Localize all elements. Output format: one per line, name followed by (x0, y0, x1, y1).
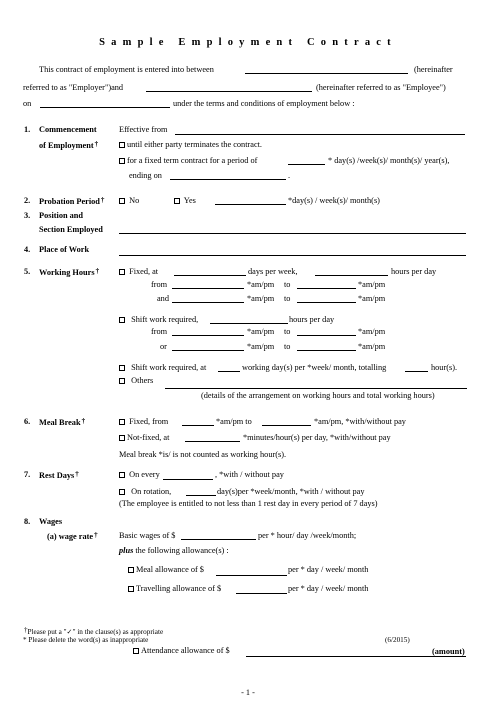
dagger-mark: † (94, 140, 99, 148)
meal-break-note: Meal break *is/ is not counted as working hour(s). (119, 450, 287, 459)
hours-per-day-label: hours per day (391, 267, 437, 276)
ampm-label: *am/pm (358, 280, 386, 289)
effective-from-label: Effective from (119, 125, 168, 134)
intro-line-3: under the terms and conditions of employment below : (173, 99, 355, 108)
effective-date-field[interactable] (175, 134, 465, 135)
to-label: to (284, 327, 291, 336)
intro-on: on (23, 99, 32, 108)
checkbox[interactable] (119, 489, 125, 495)
shift-days-label: working day(s) per *week/ month, totalling (242, 363, 387, 372)
section-6-number: 6. (24, 417, 31, 426)
ampm-label: *am/pm (358, 327, 386, 336)
time-field[interactable] (297, 288, 356, 289)
time-field[interactable] (172, 350, 244, 351)
travelling-allowance-field[interactable] (236, 593, 287, 594)
fixed-hours-option[interactable]: Fixed, at (119, 268, 158, 276)
attendance-allowance-option[interactable]: Attendance allowance of $ (133, 647, 230, 655)
rest-rotation-field[interactable] (186, 495, 216, 496)
ending-date-field[interactable] (170, 179, 286, 180)
section-7-heading: Rest Days† (39, 470, 79, 480)
meal-allowance-option[interactable]: Meal allowance of $ (128, 566, 204, 574)
dagger-mark: † (24, 626, 28, 634)
page-number: - 1 - (241, 688, 255, 697)
checkbox[interactable] (119, 317, 125, 323)
meal-not-fixed-option[interactable]: Not-fixed, at (119, 434, 169, 442)
ampm-label: *am/pm (358, 294, 386, 303)
section-7-number: 7. (24, 470, 31, 479)
meal-pay-label: *am/pm, *with/without pay (314, 417, 406, 426)
time-field[interactable] (172, 335, 244, 336)
from-label: from (151, 280, 168, 289)
probation-units: *day(s) / week(s)/ month(s) (288, 196, 380, 205)
section-8-heading: Wages (39, 517, 63, 526)
rest-every-pay: , *with / without pay (215, 470, 284, 479)
ampm-label: *am/pm (358, 342, 386, 351)
plus-allowances: plus the following allowance(s) : (119, 546, 229, 555)
time-field[interactable] (172, 288, 244, 289)
section-1-number: 1. (24, 125, 31, 134)
shift-work-totalling-option[interactable]: Shift work required, at (119, 364, 206, 372)
meal-fixed-option[interactable]: Fixed, from (119, 418, 168, 426)
shift-days-field[interactable] (218, 371, 240, 372)
checkbox[interactable] (119, 378, 125, 384)
intro-line-1: This contract of employment is entered into between (39, 65, 214, 74)
fixed-term-period-field[interactable] (288, 164, 325, 165)
intro-line-2: referred to as "Employer")and (23, 83, 124, 92)
shift-hours-label: hours per day (289, 315, 335, 324)
employer-name-field[interactable] (245, 73, 408, 74)
ending-on-label: ending on (129, 171, 162, 180)
dagger-mark: † (100, 196, 105, 204)
rest-every-option[interactable]: On every (119, 471, 160, 479)
ampm-label: *am/pm (247, 342, 275, 351)
place-of-work-field[interactable] (119, 255, 466, 256)
checkbox[interactable] (119, 435, 125, 441)
meal-ampm-to: *am/pm to (216, 417, 252, 426)
others-details-field[interactable] (165, 388, 467, 389)
to-label: to (284, 280, 291, 289)
checkbox[interactable] (128, 567, 134, 573)
fixed-term-units: * day(s) /week(s)/ month(s)/ year(s), (328, 156, 450, 165)
fixed-days-field[interactable] (174, 275, 246, 276)
checkbox[interactable] (119, 365, 125, 371)
rest-rotation-option[interactable]: On rotation, (119, 488, 171, 496)
until-terminated-option[interactable]: until either party terminates the contract. (119, 141, 262, 149)
shift-work-option[interactable]: Shift work required, (119, 316, 198, 324)
amount-label: (amount) (432, 647, 465, 656)
dagger-mark: † (81, 417, 86, 425)
others-details-caption: (details of the arrangement on working hours and total working hours) (201, 391, 435, 400)
time-field[interactable] (297, 335, 356, 336)
time-field[interactable] (172, 302, 244, 303)
section-3-number: 3. (24, 211, 31, 220)
shift-hours-unit: hour(s). (431, 363, 458, 372)
fixed-term-option[interactable]: for a fixed term contract for a period of (119, 157, 257, 165)
section-6-heading: Meal Break† (39, 417, 86, 427)
checkbox[interactable] (128, 586, 134, 592)
basic-wages-field[interactable] (181, 539, 256, 540)
ending-period: . (288, 171, 291, 180)
section-1-heading: Commencement (39, 125, 97, 134)
section-4-heading: Place of Work (39, 245, 90, 254)
hours-per-day-field[interactable] (315, 275, 388, 276)
section-2-number: 2. (24, 196, 31, 205)
probation-yes-option[interactable]: Yes (174, 197, 196, 205)
travelling-allowance-unit: per * day / week/ month (288, 584, 369, 593)
section-8-number: 8. (24, 517, 31, 526)
section-2-heading: Probation Period† (39, 196, 105, 206)
ampm-label: *am/pm (247, 327, 275, 336)
wage-rate-heading: (a) wage rate† (47, 531, 98, 541)
section-3-heading-2: Section Employed (39, 225, 103, 234)
meal-allowance-field[interactable] (216, 575, 287, 576)
rest-day-note: (The employee is entitled to not less than 1 rest day in every period of 7 days) (119, 499, 378, 508)
probation-no-option[interactable]: No (119, 197, 139, 205)
to-label: to (284, 294, 291, 303)
travelling-allowance-option[interactable]: Travelling allowance of $ (128, 585, 221, 593)
meal-to-field[interactable] (262, 425, 311, 426)
intro-hereinafter: (hereinafter (414, 65, 453, 74)
to-label: to (284, 342, 291, 351)
checkbox[interactable] (133, 648, 139, 654)
dagger-mark: † (75, 470, 79, 478)
contract-date-field[interactable] (40, 107, 170, 108)
checkbox[interactable] (119, 158, 125, 164)
meal-from-field[interactable] (182, 425, 214, 426)
meal-allowance-unit: per * day / week/ month (288, 565, 369, 574)
from-label: from (151, 327, 168, 336)
section-5-number: 5. (24, 267, 31, 276)
section-5-heading: Working Hours† (39, 267, 100, 277)
checkbox[interactable] (174, 198, 180, 204)
others-option[interactable]: Others (119, 377, 153, 385)
employee-name-field[interactable] (146, 91, 312, 92)
checkbox[interactable] (119, 269, 125, 275)
checkbox[interactable] (119, 472, 125, 478)
footnote-dagger: †Please put a "✓" in the clause(s) as appropriate (24, 626, 164, 636)
version-date: (6/2015) (385, 636, 410, 644)
meal-minutes-field[interactable] (185, 441, 240, 442)
ampm-label: *am/pm (247, 294, 275, 303)
basic-wages-label: Basic wages of $ (119, 531, 176, 540)
dagger-mark: † (95, 267, 100, 275)
probation-period-field[interactable] (215, 204, 286, 205)
section-3-heading: Position and (39, 211, 84, 220)
dagger-mark: † (94, 531, 98, 539)
checkbox[interactable] (119, 198, 125, 204)
section-4-number: 4. (24, 245, 31, 254)
intro-employee-ref: (hereinafter referred to as "Employee") (316, 83, 446, 92)
or-label: or (160, 342, 167, 351)
section-1-heading-2: of Employment† (39, 140, 99, 150)
time-field[interactable] (297, 302, 356, 303)
basic-wages-unit: per * hour/ day /week/month; (258, 531, 357, 540)
footnote-star: * Please delete the word(s) as inappropriate (23, 636, 149, 644)
page-title: Sample Employment Contract (99, 37, 397, 48)
checkbox[interactable] (119, 142, 125, 148)
rest-day-field[interactable] (163, 479, 213, 480)
days-per-week-label: days per week, (248, 267, 298, 276)
position-field[interactable] (119, 233, 466, 234)
meal-minutes-label: *minutes/hour(s) per day, *with/without pay (243, 433, 391, 442)
rest-rotation-label: day(s)per *week/month, *with / without pay (217, 487, 365, 496)
checkbox[interactable] (119, 419, 125, 425)
ampm-label: *am/pm (247, 280, 275, 289)
time-field[interactable] (297, 350, 356, 351)
shift-total-hours-field[interactable] (405, 371, 428, 372)
and-label: and (157, 294, 169, 303)
shift-hours-field[interactable] (210, 323, 288, 324)
